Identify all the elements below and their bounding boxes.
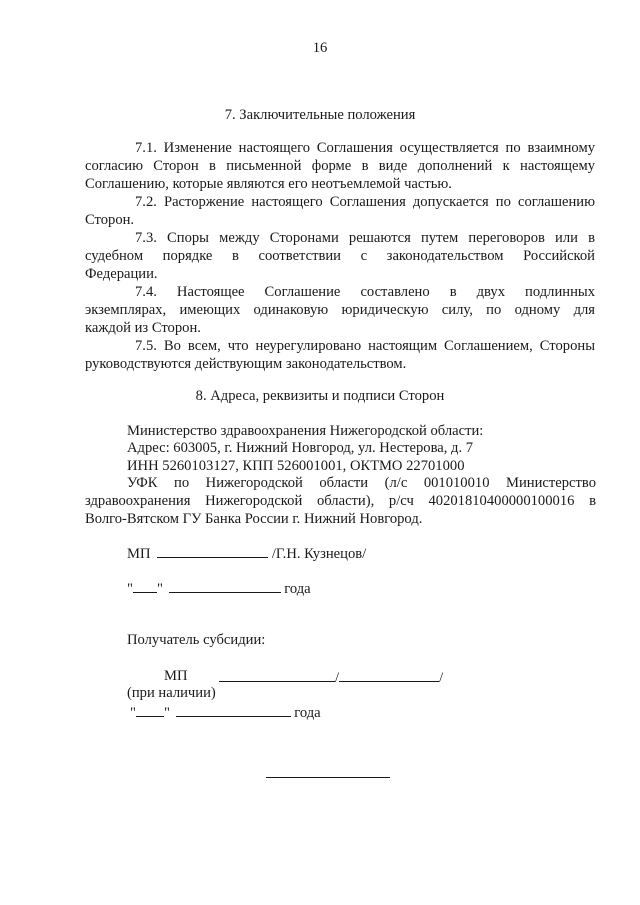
month-blank[interactable] xyxy=(169,579,281,593)
year-label: года xyxy=(284,581,311,597)
signer-name: /Г.Н. Кузнецов/ xyxy=(271,546,367,562)
recipient-date-line: " " года xyxy=(130,705,321,721)
paragraph-7-4-line-3: каждой из Сторон. xyxy=(85,320,201,336)
paragraph-7-1-line-1: 7.1. Изменение настоящего Соглашения осуществляется по взаимному xyxy=(135,140,595,156)
recipient-label: Получатель субсидии: xyxy=(127,632,266,648)
footer-rule xyxy=(266,777,390,778)
recipient-month-blank[interactable] xyxy=(176,703,291,717)
paragraph-7-4-line-1: 7.4. Настоящее Соглашение составлено в двух подлинных xyxy=(135,284,595,300)
recipient-name-blank[interactable] xyxy=(339,668,439,682)
ministry-name: Министерство здравоохранения Нижегородской области: xyxy=(127,423,484,439)
ufk-line-3: Волго-Вятском ГУ Банка России г. Нижний Новгород. xyxy=(85,511,423,527)
page-number: 16 xyxy=(312,40,328,56)
section-8-heading: 8. Адреса, реквизиты и подписи Сторон xyxy=(195,388,445,404)
paragraph-7-1-line-2: согласию Сторон в письменной форме в виде дополнений к настоящему xyxy=(85,158,595,174)
ufk-line-2: здравоохранения Нижегородской области), р/сч 40201810400000100016 в xyxy=(85,493,596,509)
day-blank[interactable] xyxy=(133,579,157,593)
mp-stamp-label: МП xyxy=(127,546,151,562)
recipient-mp-label: МП xyxy=(164,668,188,684)
signature-blank[interactable] xyxy=(157,544,268,558)
paragraph-7-1-line-3: Соглашению, которые являются его неотъемлемой частью. xyxy=(85,176,452,192)
if-any-note: (при наличии) xyxy=(127,685,216,701)
paragraph-7-3-line-1: 7.3. Споры между Сторонами решаются путем переговоров или в xyxy=(135,230,595,246)
section-7-heading: 7. Заключительные положения xyxy=(224,107,416,123)
recipient-signature-blank[interactable] xyxy=(219,668,335,682)
paragraph-7-5-line-1: 7.5. Во всем, что неурегулировано настоящим Соглашением, Стороны xyxy=(135,338,595,354)
paragraph-7-4-line-2: экземплярах, имеющих одинаковую юридическую силу, по одному для xyxy=(85,302,595,318)
ministry-address: Адрес: 603005, г. Нижний Новгород, ул. Нестерова, д. 7 xyxy=(127,440,474,456)
recipient-signature-line: / / xyxy=(219,668,443,687)
ministry-inn: ИНН 5260103127, КПП 526001001, ОКТМО 22701000 xyxy=(127,458,465,474)
ufk-line-1: УФК по Нижегородской области (л/с 001010010 Министерство xyxy=(127,475,596,491)
recipient-day-blank[interactable] xyxy=(136,703,164,717)
paragraph-7-3-line-2: судебном порядке в соответствии с законодательством Российской xyxy=(85,248,595,264)
ministry-date-line: " " года xyxy=(127,581,311,597)
paragraph-7-2-line-1: 7.2. Расторжение настоящего Соглашения допускается по соглашению xyxy=(135,194,595,210)
paragraph-7-3-line-3: Федерации. xyxy=(85,266,158,282)
recipient-year-label: года xyxy=(294,705,321,721)
paragraph-7-2-line-2: Сторон. xyxy=(85,212,135,228)
paragraph-7-5-line-2: руководствуются действующим законодательством. xyxy=(85,356,407,372)
ministry-signature-line xyxy=(127,544,366,563)
